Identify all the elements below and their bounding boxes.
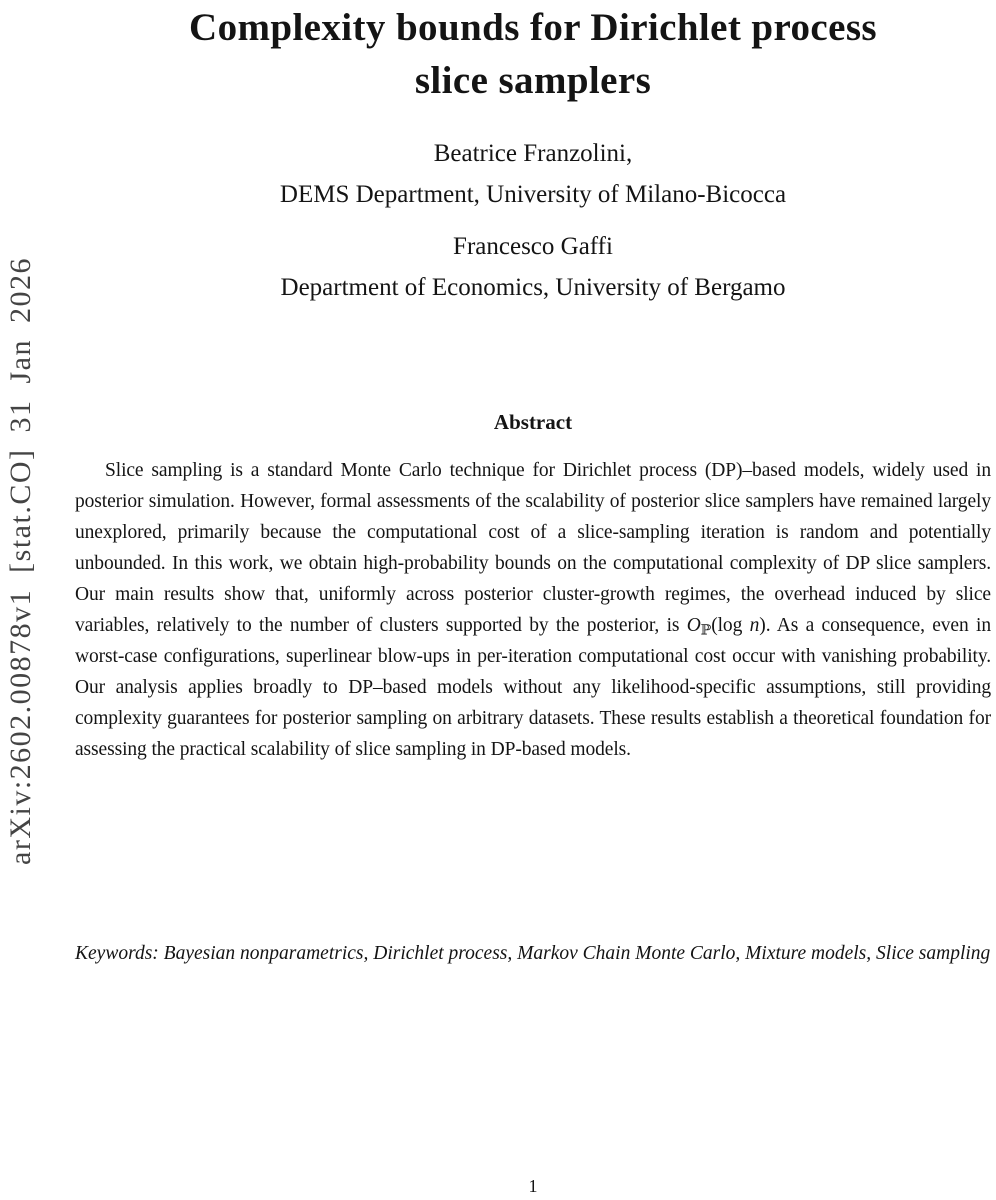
author-block	[75, 133, 991, 308]
math-close-paren: )	[759, 615, 766, 636]
abstract-heading: Abstract	[493, 410, 573, 434]
abstract-section	[75, 408, 991, 765]
paper-title-line-2: slice samplers	[414, 59, 652, 102]
author-affiliation: Department of Economics, University of Bergamo	[280, 274, 786, 301]
math-log-open: (log	[711, 615, 750, 636]
page-number: 1	[528, 1176, 538, 1196]
author-name: Francesco Gaffi	[453, 233, 613, 260]
paper-content	[75, 0, 991, 765]
abstract-text-part2: . As a consequence, even in worst-case configurations, superlinear blow-ups in per-iteration computational cost occur with vanishing probability. Our analysis applies broadly to DP–based models without any likelihood-specific assumptions, still providing complexity guarantees for posterior sampling on arbitrary datasets. These results establish a theoretical foundation for assessing the practical scalability of slice sampling in DP-based models.	[75, 615, 991, 760]
math-O: O	[686, 615, 701, 636]
arxiv-watermark: arXiv:2602.00878v1 [stat.CO] 31 Jan 2026	[4, 257, 37, 865]
abstract-paragraph	[75, 455, 991, 765]
math-prob-subscript: ℙ	[700, 622, 712, 639]
keywords-line	[75, 938, 991, 970]
abstract-text-part1: Slice sampling is a standard Monte Carlo technique for Dirichlet process (DP)–based models, widely used in posterior simulation. However, formal assessments of the scalability of posterior slice samplers have remained largely unexplored, primarily because the computational cost of a slice-sampling iteration is random and potentially unbounded. In this work, we obtain high-probability bounds on the computational complexity of DP slice samplers. Our main results show that, uniformly across posterior cluster-growth regimes, the overhead induced by slice variables, relatively to the number of clusters supported by the posterior, is	[75, 460, 991, 636]
author-affiliation: DEMS Department, University of Milano-Bicocca	[279, 181, 787, 208]
keywords-label: Keywords:	[75, 943, 159, 964]
math-n: n	[749, 615, 760, 636]
author-entry	[75, 133, 991, 215]
author-entry	[75, 226, 991, 308]
paper-title	[75, 0, 991, 107]
author-name: Beatrice Franzolini,	[433, 140, 633, 167]
big-o-notation	[686, 615, 766, 639]
keywords-list: Bayesian nonparametrics, Dirichlet process, Markov Chain Monte Carlo, Mixture models, Slice sampling	[158, 943, 991, 964]
paper-title-line-1: Complexity bounds for Dirichlet process	[189, 6, 877, 49]
